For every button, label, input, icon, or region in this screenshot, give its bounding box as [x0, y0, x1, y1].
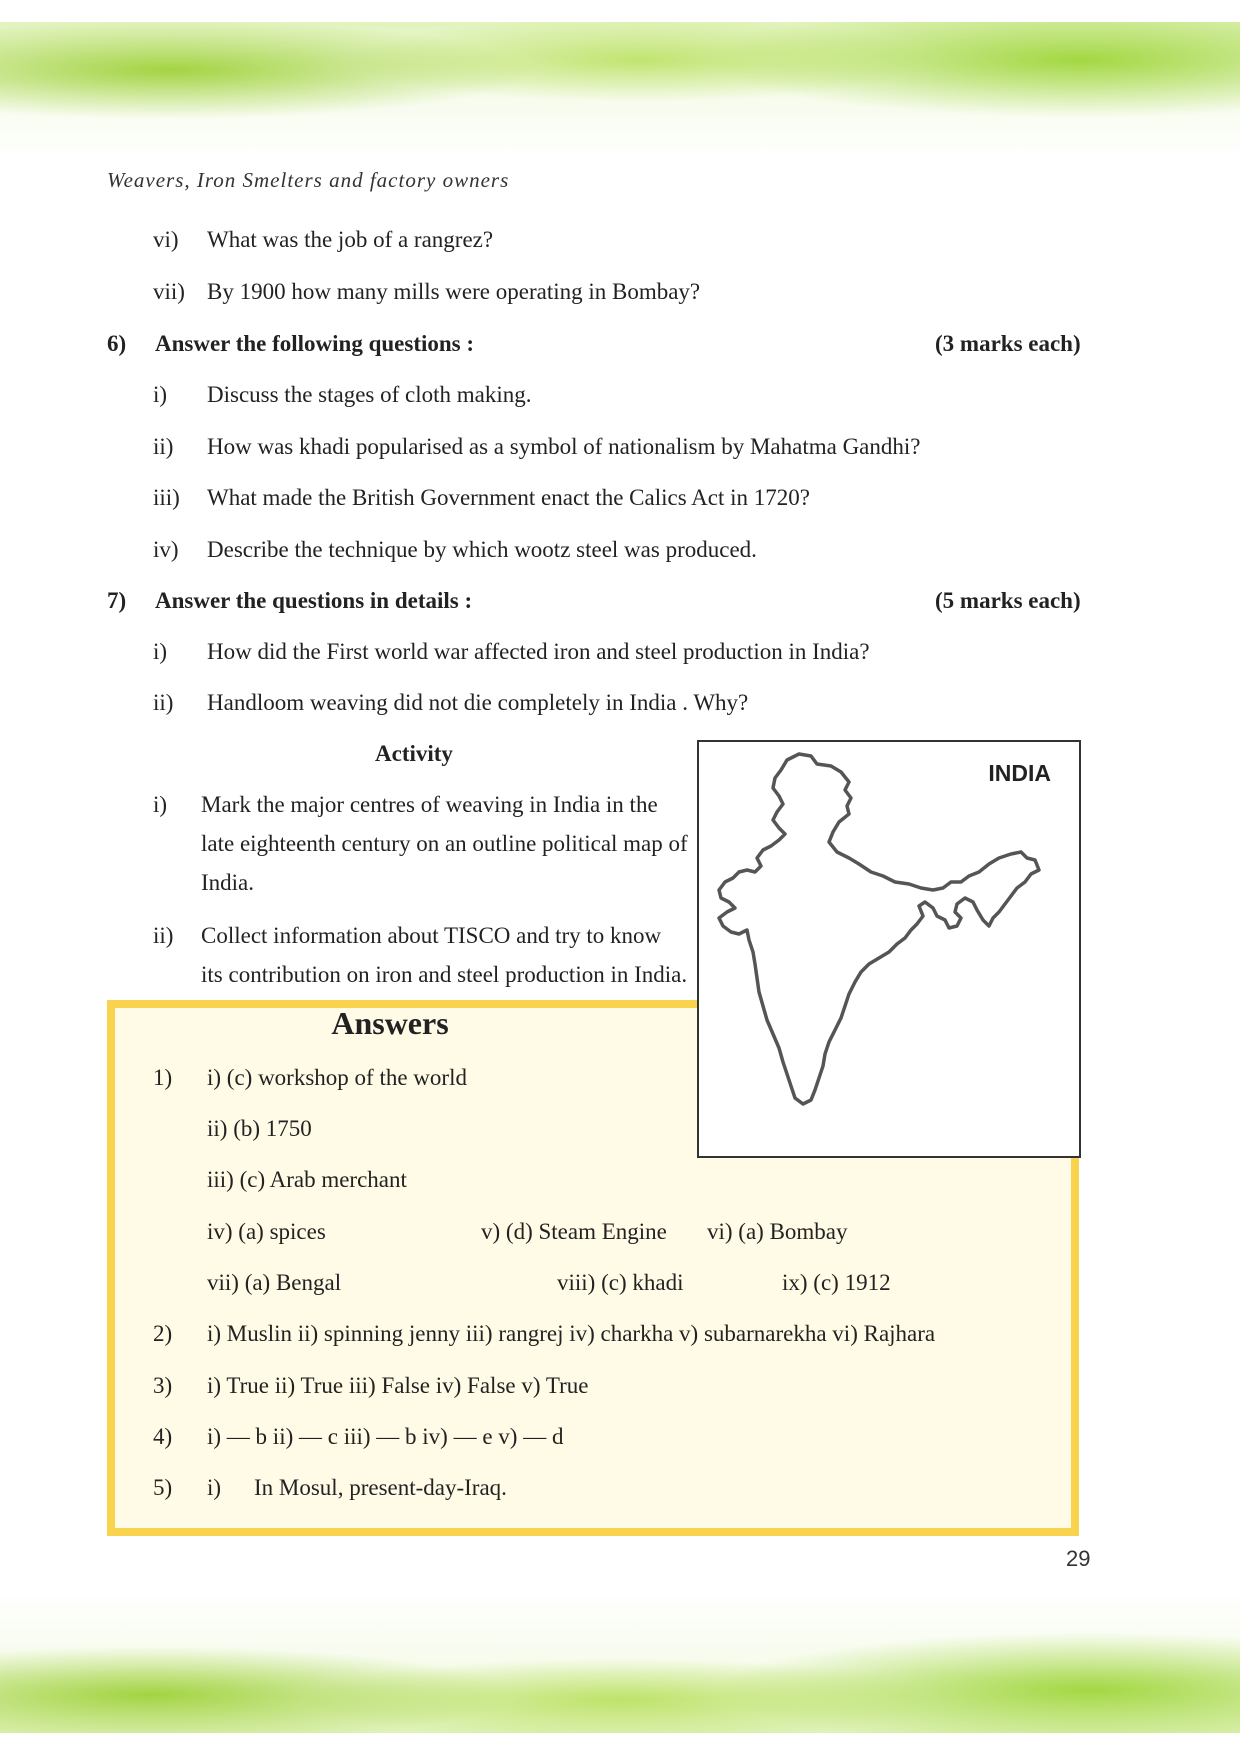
answer-5-sub-number: i) — [207, 1475, 222, 1500]
answer-1-ix: ix) (c) 1912 — [782, 1270, 891, 1295]
item-number: i) — [153, 382, 168, 407]
q6-number: 6) — [107, 331, 127, 356]
item-number: ii) — [153, 434, 174, 459]
answer-1-vii: vii) (a) Bengal — [207, 1270, 342, 1295]
item-number: iii) — [153, 485, 180, 510]
item-text: By 1900 how many mills were operating in Bombay? — [207, 279, 701, 304]
item-number: vii) — [153, 279, 185, 304]
item-text-line: Collect information about TISCO and try to know — [201, 923, 662, 948]
q6-marks: (3 marks each) — [935, 331, 1081, 356]
item-number: i) — [153, 792, 168, 817]
answer-1-row-1: i) (c) workshop of the world — [207, 1065, 467, 1090]
india-map-figure — [697, 740, 1081, 1158]
answer-1-number: 1) — [153, 1065, 173, 1090]
answer-5-number: 5) — [153, 1475, 173, 1500]
answer-1-viii: viii) (c) khadi — [557, 1270, 684, 1295]
running-head: Weavers, Iron Smelters and factory owners — [107, 168, 510, 192]
activity-title: Activity — [375, 741, 453, 766]
answer-1-row-2: ii) (b) 1750 — [207, 1116, 312, 1141]
bottom-decorative-band — [0, 1590, 1240, 1755]
item-text: Describe the technique by which wootz steel was produced. — [207, 537, 757, 562]
india-outline-map-icon — [699, 742, 1079, 1156]
answer-4-text: i) — b ii) — c iii) — b iv) — e v) — d — [207, 1424, 564, 1449]
answer-3-number: 3) — [153, 1373, 173, 1398]
q7-marks: (5 marks each) — [935, 588, 1081, 613]
q6-heading: Answer the following questions : — [155, 331, 475, 356]
item-number: ii) — [153, 923, 174, 948]
item-number: i) — [153, 639, 168, 664]
item-text-line: late eighteenth century on an outline political map of — [201, 831, 688, 856]
answer-1-iv: iv) (a) spices — [207, 1219, 326, 1244]
q7-heading: Answer the questions in details : — [155, 588, 473, 613]
item-text: Handloom weaving did not die completely in India . Why? — [207, 690, 749, 715]
item-text: Discuss the stages of cloth making. — [207, 382, 532, 407]
item-text-line: its contribution on iron and steel production in India. — [201, 962, 688, 987]
item-text: What made the British Government enact the Calics Act in 1720? — [207, 485, 810, 510]
item-text-line: Mark the major centres of weaving in India in the — [201, 792, 658, 817]
answer-2-text: i) Muslin ii) spinning jenny iii) rangrej iv) charkha v) subarnarekha vi) Rajhara — [207, 1321, 936, 1346]
q7-number: 7) — [107, 588, 127, 613]
item-text: How did the First world war affected iron and steel production in India? — [207, 639, 870, 664]
answer-5-text: In Mosul, present-day-Iraq. — [254, 1475, 507, 1500]
page-number: 29 — [1066, 1546, 1091, 1571]
answer-1-v: v) (d) Steam Engine — [481, 1219, 667, 1244]
item-text: How was khadi popularised as a symbol of nationalism by Mahatma Gandhi? — [207, 434, 921, 459]
answer-4-number: 4) — [153, 1424, 173, 1449]
item-number: vi) — [153, 227, 179, 252]
answer-2-number: 2) — [153, 1321, 173, 1346]
top-decorative-band — [0, 0, 1240, 160]
answer-3-text: i) True ii) True iii) False iv) False v) True — [207, 1373, 589, 1398]
item-number: iv) — [153, 537, 179, 562]
item-text: What was the job of a rangrez? — [207, 227, 494, 252]
answer-1-vi: vi) (a) Bombay — [707, 1219, 848, 1244]
item-number: ii) — [153, 690, 174, 715]
map-label: INDIA — [988, 760, 1051, 786]
answer-1-row-3: iii) (c) Arab merchant — [207, 1167, 407, 1192]
answers-title: Answers — [331, 1005, 449, 1041]
item-text-line: India. — [201, 870, 255, 895]
